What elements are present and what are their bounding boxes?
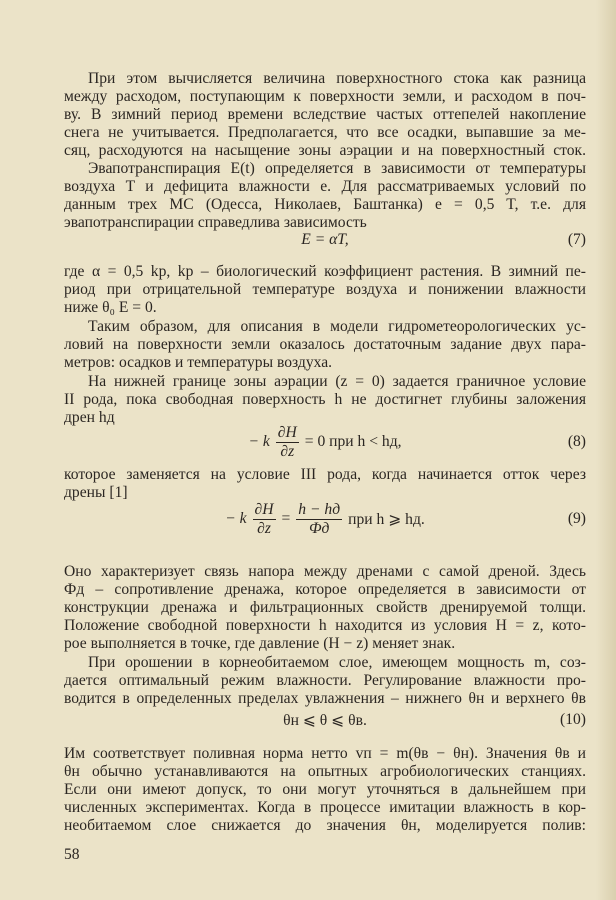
equation-body: E = αT, — [301, 231, 349, 248]
text-line: дрены [1] — [64, 484, 128, 501]
page-edge-shadow — [596, 0, 616, 900]
text-line: эвапотранспирации справедлива зависимость — [64, 214, 367, 231]
equation-number: (8) — [567, 433, 586, 450]
fraction — [253, 501, 276, 538]
fraction — [276, 424, 299, 461]
text-line: численных экспериментах. Когда в процессе имитации влажность в кор- — [64, 799, 586, 816]
denominator: ∂z — [280, 442, 295, 460]
equation-part: − k — [225, 510, 247, 527]
text-line: Им соответствует поливная норма нетто vп = m(θв − θн). Значения θв и — [64, 745, 586, 762]
text-line: Оно характеризует связь напора между дренами с самой дреной. Здесь — [64, 563, 586, 580]
text-line: риод при отрицательной температуре воздуха и понижении влажности — [64, 281, 586, 298]
equation-7 — [64, 220, 586, 260]
text-line: дрен hд — [64, 409, 115, 426]
text-line: Если они имеют допуск, то они могут уточняться в дальнейшем при — [64, 781, 586, 798]
text-line: Эвапотранспирация E(t) определяется в зависимости от температуры — [88, 160, 586, 177]
text-line: между расходом, поступающим к поверхности земли, и расходом в поч- — [64, 88, 586, 105]
denominator: Фд — [308, 519, 330, 537]
equation-number: (10) — [560, 711, 586, 728]
text-line: Таким образом, для описания в модели гидрометеорологических ус- — [88, 318, 586, 335]
text-line: которое заменяется на условие III рода, когда начинается отток через — [64, 466, 586, 483]
text-line: θн обычно устанавливаются на опытных агробиологических станциях. — [64, 763, 586, 780]
text-line: воздуха T и дефицита влажности e. Для рассматриваемых условий по — [64, 178, 586, 195]
equation-number: (7) — [567, 231, 586, 248]
text-line: При орошении в корнеобитаемом слое, имеющем мощность m, соз- — [88, 654, 586, 671]
numerator: h − hд — [298, 500, 341, 518]
equation-9 — [64, 496, 586, 542]
numerator: ∂H — [277, 423, 297, 441]
equation-part: при h ⩾ hд. — [348, 510, 425, 528]
text-line: снега не учитывается. Предполагается, что все осадки, выпавшие за ме- — [64, 124, 586, 141]
text-line: данным трех МС (Одесса, Николаев, Баштанка) e = 0,5 T, т.е. для — [64, 196, 586, 213]
text-line: При этом вычисляется величина поверхностного стока как разница — [88, 70, 586, 87]
text-line: сяц, расходуются на насыщение зоны аэрации и на поверхностный сток. — [64, 142, 586, 159]
text-line: Положение свободной поверхности h находится из условия H = z, кото- — [64, 617, 586, 634]
text-line: метров: осадков и температуры воздуха. — [64, 354, 333, 371]
equation-body: θн ⩽ θ ⩽ θв. — [283, 711, 367, 729]
text-line: где α = 0,5 kр, kр – биологический коэффициент растения. В зимний пе- — [64, 263, 586, 280]
text-line: конструкции дренажа и фильтрационных свойств дренируемой толщи. — [64, 599, 586, 616]
text-line: необитаемом слое снижается до значения θн, моделируется полив: — [64, 817, 586, 834]
text-line: На нижней границе зоны аэрации (z = 0) задается граничное условие — [88, 373, 586, 390]
denominator: ∂z — [257, 519, 271, 537]
numerator: ∂H — [254, 500, 274, 518]
equation-10 — [64, 700, 586, 740]
text-line: ловий на поверхности земли оказалось достаточным задание двух пара- — [64, 336, 586, 353]
equation-part: = — [281, 510, 291, 527]
equation-part: = 0 при h < hд, — [304, 433, 402, 450]
text-line: ву. В зимний период времени вследствие частых оттепелей накопление — [64, 106, 586, 123]
text-line: Фд – сопротивление дренажа, которое определяется в зависимости от — [64, 581, 586, 598]
page-number: 58 — [64, 846, 80, 863]
text-line: рое выполняется в точке, где давление (H − z) меняет знак. — [64, 635, 456, 652]
fraction — [296, 501, 342, 538]
equation-8 — [64, 420, 586, 464]
text-line: II рода, пока свободная поверхность h не достигнет глубины заложения — [64, 391, 586, 408]
text-line: дается оптимальный режим влажности. Регулирование влажности про- — [64, 672, 586, 689]
equation-part: − k — [248, 433, 270, 450]
equation-number: (9) — [567, 510, 586, 527]
text-line: водится в определенных пределах увлажнения – нижнего θн и верхнего θв — [64, 690, 586, 707]
text-line: ниже θ₀ E = 0. — [64, 299, 157, 316]
